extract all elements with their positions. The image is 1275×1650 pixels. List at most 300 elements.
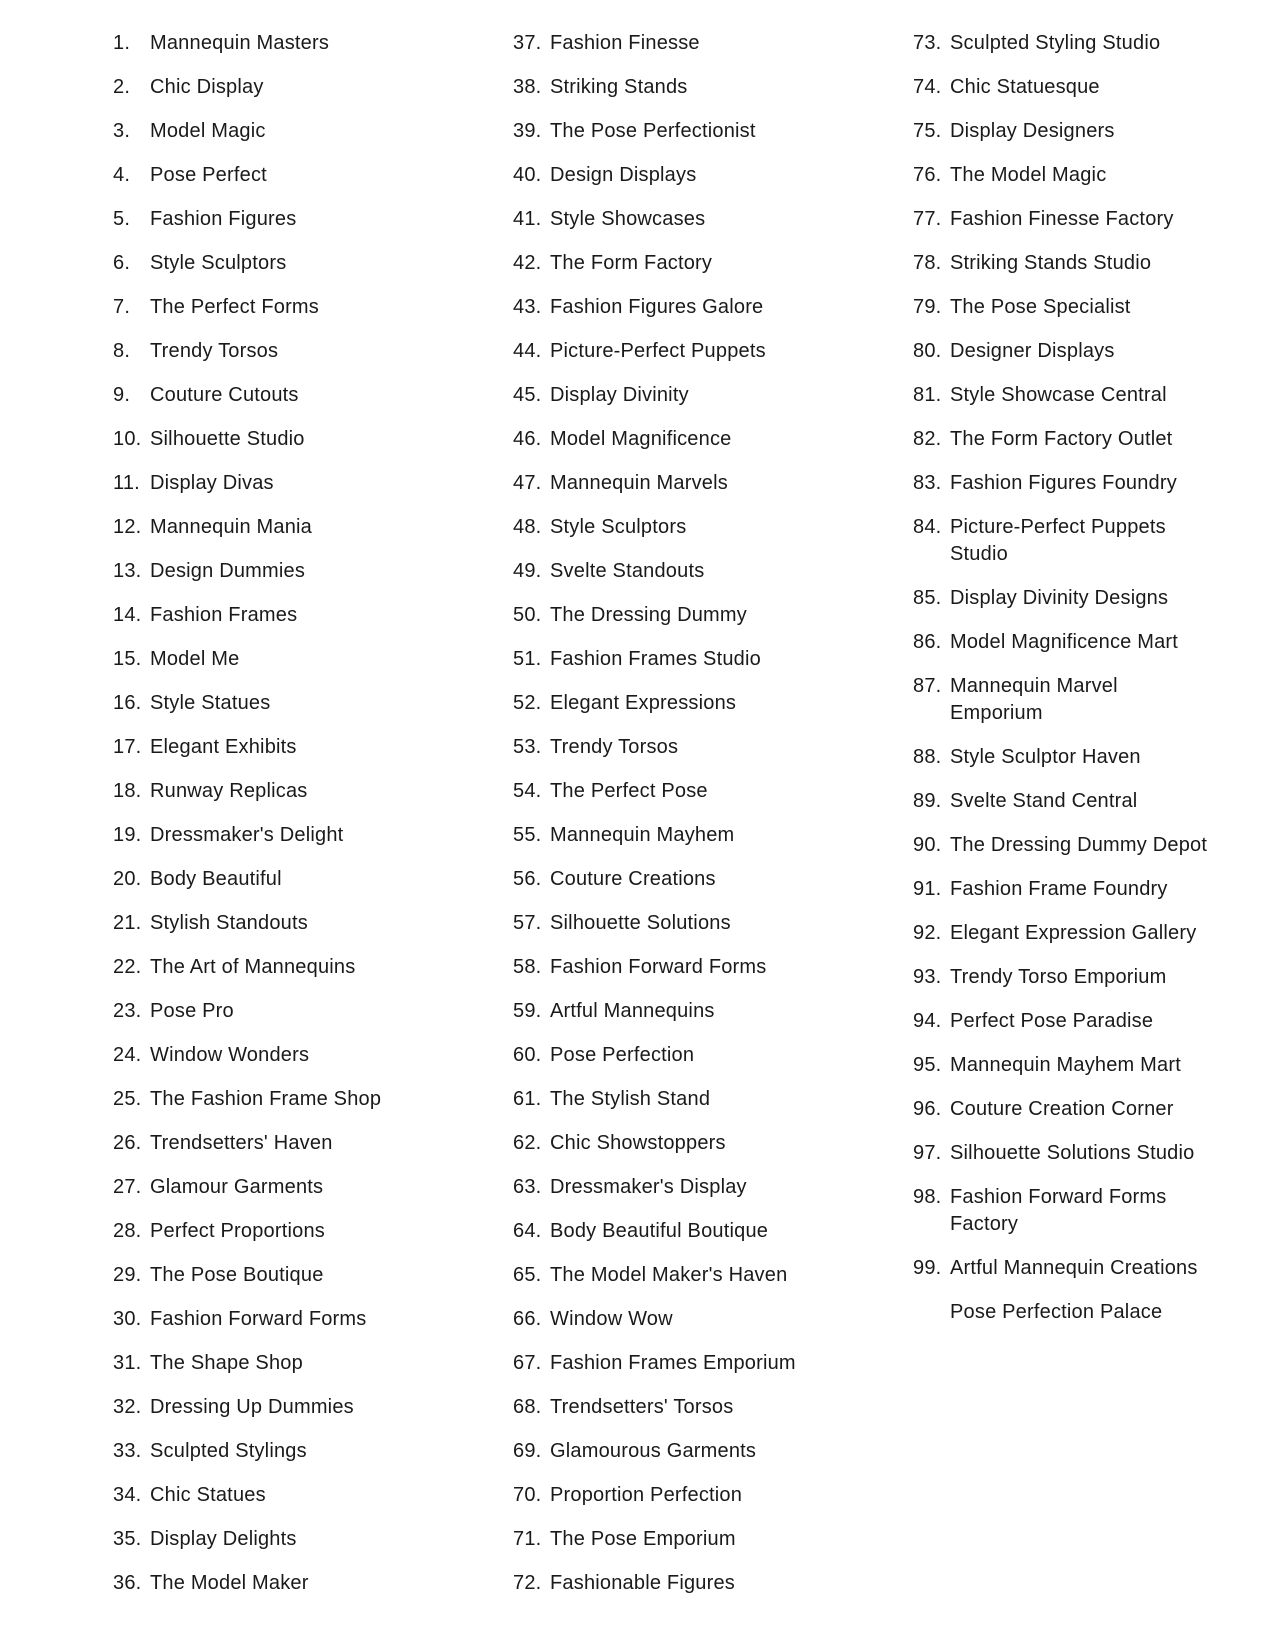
list-item (113, 338, 493, 382)
list-item-number: 35. (113, 1528, 142, 1550)
list-item-number: 30. (113, 1308, 142, 1330)
list-item-number: 10. (113, 428, 142, 450)
list-item (113, 30, 493, 74)
list-item-name: Dressing Up Dummies (150, 1396, 354, 1418)
list-item (113, 426, 493, 470)
list-item-number: 73. (913, 32, 942, 54)
list-item-name: Perfect Pose Paradise (950, 1010, 1154, 1032)
list-item-number: 29. (113, 1264, 142, 1286)
list-item-name: The Model Maker's Haven (550, 1264, 788, 1286)
list-item-name: Proportion Perfection (550, 1484, 743, 1506)
list-item-number: 79. (913, 296, 942, 318)
list-item-number: 34. (113, 1484, 142, 1506)
list-item-name: The Dressing Dummy Depot (950, 834, 1208, 856)
list-item (513, 514, 893, 558)
list-item (513, 602, 893, 646)
list-item-number: 55. (513, 824, 542, 846)
list-item-name: The Pose Perfectionist (550, 120, 756, 142)
list-item-name: Artful Mannequin Creations (950, 1257, 1198, 1279)
list-item-number: 7. (113, 296, 131, 318)
list-item-name: Striking Stands (550, 76, 688, 98)
list-item (513, 118, 893, 162)
list-item-number: 3. (113, 120, 131, 142)
list-item-name: Striking Stands Studio (950, 252, 1152, 274)
list-item-number: 57. (513, 912, 542, 934)
list-item (113, 382, 493, 426)
list-item (913, 118, 1213, 162)
list-item-number: 49. (513, 560, 542, 582)
list-item-name: Chic Statuesque (950, 76, 1100, 98)
list-item-name: Mannequin Masters (150, 32, 330, 54)
list-item-name: Model Magnificence Mart (950, 631, 1179, 653)
list-item-name: Trendsetters' Torsos (550, 1396, 734, 1418)
list-item-number: 63. (513, 1176, 542, 1198)
list-item (513, 1174, 893, 1218)
list-item-name: Fashion Frame Foundry (950, 878, 1168, 900)
list-item-number: 78. (913, 252, 942, 274)
list-item (913, 338, 1213, 382)
list-item-number: 81. (913, 384, 942, 406)
list-item (113, 646, 493, 690)
list-item-name: Mannequin Marvel Emporium (950, 675, 1118, 724)
list-item-name: Mannequin Mania (150, 516, 312, 538)
list-item-name: Design Displays (550, 164, 697, 186)
list-item-name: Couture Creations (550, 868, 716, 890)
list-item (913, 1052, 1213, 1096)
list-item-name: Sculpted Stylings (150, 1440, 307, 1462)
list-item (513, 470, 893, 514)
list-item (113, 1438, 493, 1482)
list-item-name: Fashion Figures Foundry (950, 472, 1177, 494)
list-item-name: The Art of Mannequins (150, 956, 356, 978)
list-item-name: Elegant Expressions (550, 692, 737, 714)
list-item (113, 1350, 493, 1394)
list-item-number: 65. (513, 1264, 542, 1286)
list-item (113, 118, 493, 162)
list-item (913, 964, 1213, 1008)
list-item-name: Trendy Torso Emporium (950, 966, 1167, 988)
list-item (513, 426, 893, 470)
list-item-number: 42. (513, 252, 542, 274)
list-item (113, 1042, 493, 1086)
list-item (113, 1570, 493, 1614)
list-item-name: Chic Showstoppers (550, 1132, 726, 1154)
list-item-name: Svelte Standouts (550, 560, 705, 582)
list-item-number: 75. (913, 120, 942, 142)
list-item (513, 1130, 893, 1174)
list-item-number: 59. (513, 1000, 542, 1022)
list-item-number: 88. (913, 746, 942, 768)
list-item-name: Display Divas (150, 472, 274, 494)
list-item (113, 778, 493, 822)
list-item (513, 206, 893, 250)
list-item-name: Display Delights (150, 1528, 297, 1550)
list-item (913, 1184, 1213, 1255)
list-item-number: 23. (113, 1000, 142, 1022)
list-item-number: 1. (113, 32, 131, 54)
list-item-name: The Perfect Pose (550, 780, 708, 802)
list-item-name: Couture Cutouts (150, 384, 299, 406)
list-item-name: Mannequin Mayhem (550, 824, 735, 846)
list-item (113, 910, 493, 954)
list-item-number: 52. (513, 692, 542, 714)
list-item (513, 1262, 893, 1306)
list-item-name: Fashion Finesse Factory (950, 208, 1174, 230)
list-item (513, 1482, 893, 1526)
list-item-number: 6. (113, 252, 131, 274)
list-item-number: 33. (113, 1440, 142, 1462)
list-item-name: The Perfect Forms (150, 296, 319, 318)
list-item (513, 778, 893, 822)
list-item (513, 690, 893, 734)
list-item (513, 74, 893, 118)
name-list-column-1 (113, 30, 493, 1614)
list-item-number: 50. (513, 604, 542, 626)
list-item-number: 21. (113, 912, 142, 934)
list-item-number: 86. (913, 631, 942, 653)
list-item (113, 1526, 493, 1570)
list-item-name: Couture Creation Corner (950, 1098, 1174, 1120)
list-item (913, 1008, 1213, 1052)
list-item-number: 40. (513, 164, 542, 186)
list-item-name: Body Beautiful (150, 868, 282, 890)
list-item-number: 66. (513, 1308, 542, 1330)
list-item-number: 8. (113, 340, 131, 362)
list-item-name: Style Statues (150, 692, 271, 714)
list-item-number: 12. (113, 516, 142, 538)
list-item-name: Fashion Figures (150, 208, 297, 230)
list-item (513, 1526, 893, 1570)
list-item-name: Fashion Forward Forms (550, 956, 767, 978)
list-item-number: 43. (513, 296, 542, 318)
list-item (113, 558, 493, 602)
list-item-number: 93. (913, 966, 942, 988)
list-item (113, 1218, 493, 1262)
list-item-number: 17. (113, 736, 142, 758)
list-item-number: 32. (113, 1396, 142, 1418)
list-item-name: Fashion Frames Emporium (550, 1352, 796, 1374)
list-item-number: 97. (913, 1142, 942, 1164)
list-item (513, 822, 893, 866)
list-item-name: The Dressing Dummy (550, 604, 747, 626)
list-item (913, 788, 1213, 832)
list-item-number: 99. (913, 1257, 942, 1279)
list-item-name: Runway Replicas (150, 780, 308, 802)
list-item-name: Fashion Finesse (550, 32, 700, 54)
list-item (113, 822, 493, 866)
list-item-number: 13. (113, 560, 142, 582)
list-item (513, 1218, 893, 1262)
list-item-number: 38. (513, 76, 542, 98)
list-item-name: The Pose Specialist (950, 296, 1131, 318)
list-item (113, 206, 493, 250)
list-item-name: Fashion Frames (150, 604, 298, 626)
list-item (913, 206, 1213, 250)
list-item (913, 673, 1213, 744)
list-item-number: 24. (113, 1044, 142, 1066)
list-item-number: 36. (113, 1572, 142, 1594)
list-item (513, 866, 893, 910)
list-item (113, 602, 493, 646)
list-item (513, 558, 893, 602)
list-item-name: Sculpted Styling Studio (950, 32, 1161, 54)
list-item-name: Mannequin Marvels (550, 472, 728, 494)
list-item-name: Style Sculptor Haven (950, 746, 1141, 768)
list-item (513, 998, 893, 1042)
list-item (513, 1306, 893, 1350)
list-item-number: 25. (113, 1088, 142, 1110)
list-item-number: 31. (113, 1352, 142, 1374)
list-item-name: Silhouette Solutions (550, 912, 731, 934)
list-item-name: Pose Perfection (550, 1044, 695, 1066)
list-item-number: 4. (113, 164, 131, 186)
list-item-name: Silhouette Studio (150, 428, 305, 450)
list-item-number: 15. (113, 648, 142, 670)
list-item-name: Fashion Figures Galore (550, 296, 764, 318)
list-item (913, 1140, 1213, 1184)
list-item-name: Glamour Garments (150, 1176, 324, 1198)
list-item-number: 64. (513, 1220, 542, 1242)
list-item (113, 250, 493, 294)
list-item (913, 1255, 1213, 1299)
list-item-number: 54. (513, 780, 542, 802)
list-item-number: 20. (113, 868, 142, 890)
list-item-number: 41. (513, 208, 542, 230)
list-item (113, 1306, 493, 1350)
list-item-number: 68. (513, 1396, 542, 1418)
list-item-name: Display Divinity Designs (950, 587, 1169, 609)
list-item (113, 734, 493, 778)
list-item-number: 82. (913, 428, 942, 450)
list-item (113, 1482, 493, 1526)
list-item-name: Pose Pro (150, 1000, 234, 1022)
list-item-name: Elegant Exhibits (150, 736, 297, 758)
list-item-name: Style Sculptors (150, 252, 287, 274)
name-list-column-3 (913, 30, 1213, 1343)
list-item (513, 294, 893, 338)
list-item (913, 294, 1213, 338)
list-item-number: 71. (513, 1528, 542, 1550)
list-item-number: 89. (913, 790, 942, 812)
list-item-name: Glamourous Garments (550, 1440, 757, 1462)
list-item-name: The Stylish Stand (550, 1088, 711, 1110)
list-item (113, 470, 493, 514)
list-item-number: 44. (513, 340, 542, 362)
list-item-number: 92. (913, 922, 942, 944)
list-item (113, 998, 493, 1042)
list-item (513, 382, 893, 426)
list-item-name: Style Sculptors (550, 516, 687, 538)
list-item-number: 16. (113, 692, 142, 714)
list-item (913, 744, 1213, 788)
list-item-name: Body Beautiful Boutique (550, 1220, 769, 1242)
list-item (113, 1174, 493, 1218)
list-item-number: 91. (913, 878, 942, 900)
list-item-number: 69. (513, 1440, 542, 1462)
list-item (913, 470, 1213, 514)
list-item-number: 26. (113, 1132, 142, 1154)
list-item-name: Trendy Torsos (550, 736, 679, 758)
list-item-number: 28. (113, 1220, 142, 1242)
list-item (513, 1394, 893, 1438)
list-item-number: 56. (513, 868, 542, 890)
list-item (913, 426, 1213, 470)
list-item (913, 74, 1213, 118)
list-item-number: 96. (913, 1098, 942, 1120)
list-item-name: The Model Maker (150, 1572, 309, 1594)
list-item-number: 94. (913, 1010, 942, 1032)
list-item (513, 30, 893, 74)
list-item-number: 48. (513, 516, 542, 538)
list-item (913, 920, 1213, 964)
list-item (913, 629, 1213, 673)
list-item-name: Window Wow (550, 1308, 673, 1330)
list-item-number: 37. (513, 32, 542, 54)
list-item-name: Window Wonders (150, 1044, 310, 1066)
list-item-name: Display Divinity (550, 384, 689, 406)
list-item (513, 162, 893, 206)
list-item-number: 5. (113, 208, 131, 230)
list-item-number: 47. (513, 472, 542, 494)
list-item-number: 80. (913, 340, 942, 362)
list-item (513, 1086, 893, 1130)
list-item-number: 22. (113, 956, 142, 978)
list-item-name: Style Showcase Central (950, 384, 1167, 406)
list-item-name: The Model Magic (950, 164, 1107, 186)
list-item-name: Chic Statues (150, 1484, 266, 1506)
list-item (513, 910, 893, 954)
list-item-number: 46. (513, 428, 542, 450)
list-item (513, 1350, 893, 1394)
list-item-number: 62. (513, 1132, 542, 1154)
list-item-number: 51. (513, 648, 542, 670)
list-item (113, 294, 493, 338)
list-item-number: 83. (913, 472, 942, 494)
list-item-number: 76. (913, 164, 942, 186)
list-item-number: 58. (513, 956, 542, 978)
list-item-number: 72. (513, 1572, 542, 1594)
list-item-name: Picture-Perfect Puppets Studio (950, 516, 1166, 565)
list-item (513, 646, 893, 690)
list-item-name: Stylish Standouts (150, 912, 308, 934)
list-item (513, 1438, 893, 1482)
list-item-number: 70. (513, 1484, 542, 1506)
list-item-number: 60. (513, 1044, 542, 1066)
list-item-name: Perfect Proportions (150, 1220, 325, 1242)
list-item-name: Mannequin Mayhem Mart (950, 1054, 1181, 1076)
name-list-column-2 (513, 30, 893, 1614)
list-item-number: 61. (513, 1088, 542, 1110)
list-item-number: 19. (113, 824, 142, 846)
list-item-number: 11. (113, 472, 140, 494)
list-item-name: Artful Mannequins (550, 1000, 715, 1022)
list-item-number: 14. (113, 604, 142, 626)
list-item-number: 74. (913, 76, 942, 98)
list-item (513, 954, 893, 998)
list-item-number: 67. (513, 1352, 542, 1374)
list-item-name: The Fashion Frame Shop (150, 1088, 382, 1110)
list-item (913, 1299, 1213, 1343)
list-item-name: The Pose Emporium (550, 1528, 736, 1550)
list-item-name: Pose Perfect (150, 164, 267, 186)
list-item-name: The Pose Boutique (150, 1264, 324, 1286)
list-item (913, 250, 1213, 294)
list-item-name: Pose Perfection Palace (950, 1301, 1163, 1323)
list-item (513, 1570, 893, 1614)
list-item-number: 2. (113, 76, 131, 98)
list-item-name: Fashion Forward Forms (150, 1308, 367, 1330)
list-item-number: 90. (913, 834, 942, 856)
list-item (913, 514, 1213, 585)
list-item (113, 1086, 493, 1130)
list-item-name: Dressmaker's Delight (150, 824, 344, 846)
list-item-name: Fashion Forward Forms Factory (950, 1186, 1167, 1235)
list-item (113, 1262, 493, 1306)
list-item-name: Elegant Expression Gallery (950, 922, 1197, 944)
list-item (113, 514, 493, 558)
list-item-name: Designer Displays (950, 340, 1115, 362)
list-item-number: 87. (913, 675, 942, 697)
list-item (513, 1042, 893, 1086)
list-item-name: The Shape Shop (150, 1352, 303, 1374)
list-item (113, 74, 493, 118)
list-item-name: Model Me (150, 648, 240, 670)
list-item (913, 1096, 1213, 1140)
list-item-name: Silhouette Solutions Studio (950, 1142, 1195, 1164)
list-item-name: Trendy Torsos (150, 340, 279, 362)
list-item-number: 84. (913, 516, 942, 538)
list-item (113, 162, 493, 206)
list-item (913, 585, 1213, 629)
list-item (913, 832, 1213, 876)
list-item-number: 39. (513, 120, 542, 142)
list-item-name: The Form Factory (550, 252, 713, 274)
list-item-number: 53. (513, 736, 542, 758)
list-item-number: 95. (913, 1054, 942, 1076)
list-item-name: Design Dummies (150, 560, 306, 582)
list-item (913, 162, 1213, 206)
list-item-name: Svelte Stand Central (950, 790, 1138, 812)
list-item (913, 30, 1213, 74)
list-item-name: Fashionable Figures (550, 1572, 736, 1594)
list-item-number: 27. (113, 1176, 142, 1198)
list-item-name: Chic Display (150, 76, 264, 98)
list-item-name: The Form Factory Outlet (950, 428, 1173, 450)
list-item (113, 1394, 493, 1438)
list-item (113, 1130, 493, 1174)
list-item (113, 690, 493, 734)
list-item-name: Display Designers (950, 120, 1115, 142)
list-item-name: Dressmaker's Display (550, 1176, 747, 1198)
list-item-name: Trendsetters' Haven (150, 1132, 333, 1154)
list-item-number: 45. (513, 384, 542, 406)
list-item (513, 338, 893, 382)
list-item (113, 866, 493, 910)
list-item-number: 85. (913, 587, 942, 609)
list-item (913, 382, 1213, 426)
list-item-name: Model Magic (150, 120, 266, 142)
list-item-number: 77. (913, 208, 942, 230)
list-item-number: 9. (113, 384, 131, 406)
list-item-number: 98. (913, 1186, 942, 1208)
list-item (913, 876, 1213, 920)
list-item-name: Fashion Frames Studio (550, 648, 761, 670)
list-item-name: Model Magnificence (550, 428, 732, 450)
list-item (513, 250, 893, 294)
list-item-name: Picture-Perfect Puppets (550, 340, 766, 362)
list-item-name: Style Showcases (550, 208, 706, 230)
list-item (113, 954, 493, 998)
